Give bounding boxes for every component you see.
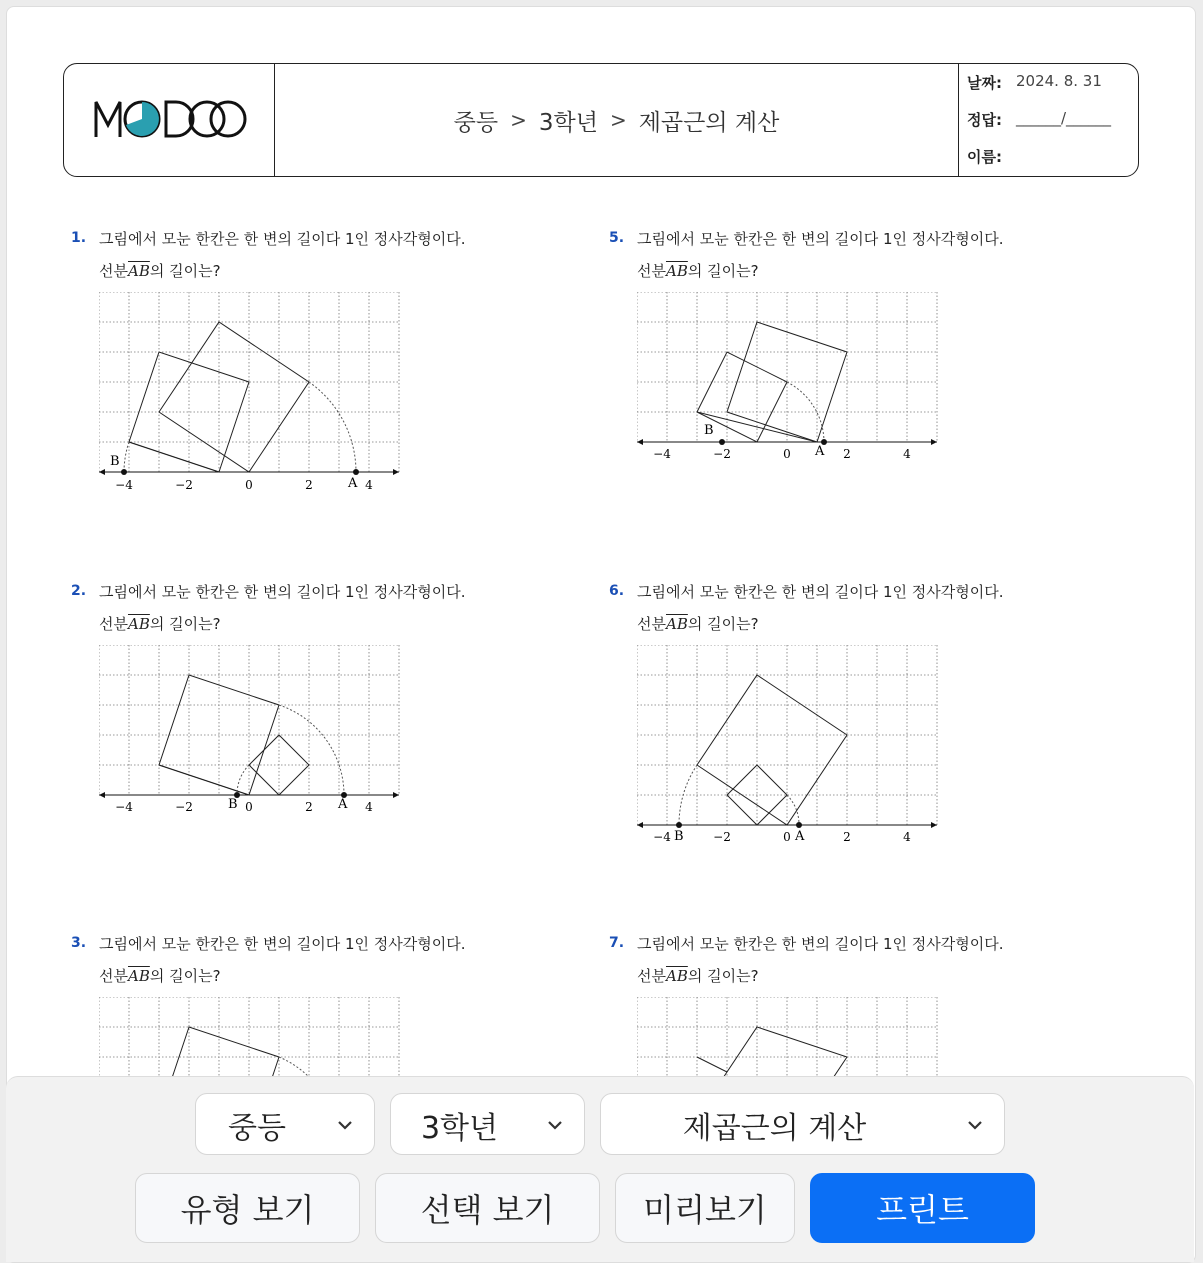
segment-ab: $\overline{AB}$ bbox=[665, 615, 688, 633]
breadcrumb bbox=[275, 64, 958, 176]
view-selected-button[interactable]: 선택 보기 bbox=[375, 1173, 600, 1243]
point-a-label: A bbox=[338, 797, 348, 812]
grade-select[interactable] bbox=[390, 1093, 585, 1155]
print-button[interactable]: 프린트 bbox=[810, 1173, 1035, 1243]
question-prefix: 선분 bbox=[637, 262, 666, 280]
problem-number: 2. bbox=[71, 583, 87, 599]
segment-ab: $\overline{AB}$ bbox=[665, 967, 688, 985]
point-b-label: B bbox=[110, 454, 120, 469]
answer-row bbox=[967, 109, 1112, 130]
tick-label: −4 bbox=[115, 800, 133, 814]
segment-ab: $\overline{AB}$ bbox=[127, 262, 150, 280]
question-suffix: 의 길이는? bbox=[149, 262, 221, 280]
tick-label: −2 bbox=[713, 830, 731, 844]
problem-number: 1. bbox=[71, 230, 87, 246]
point-a-label: A bbox=[795, 829, 805, 844]
problem-question bbox=[637, 260, 759, 281]
segment-ab: $\overline{AB}$ bbox=[665, 262, 688, 280]
breadcrumb-separator: > bbox=[510, 108, 527, 132]
tick-label: −4 bbox=[115, 478, 133, 492]
question-prefix: 선분 bbox=[637, 615, 666, 633]
logo-cell bbox=[64, 64, 275, 176]
question-prefix: 선분 bbox=[99, 967, 128, 985]
chevron-down-icon bbox=[334, 1114, 356, 1136]
unit-select[interactable] bbox=[600, 1093, 1005, 1155]
level-select[interactable] bbox=[195, 1093, 375, 1155]
problem-text: 그림에서 모눈 한칸은 한 변의 길이다 1인 정사각형이다. bbox=[637, 583, 1004, 601]
problem-text: 그림에서 모눈 한칸은 한 변의 길이다 1인 정사각형이다. bbox=[99, 935, 466, 953]
date-row bbox=[967, 72, 1102, 93]
point-b-label: B bbox=[228, 797, 238, 812]
problem-question bbox=[637, 965, 759, 986]
tick-label: 4 bbox=[365, 478, 373, 492]
name-label: 이름: bbox=[967, 148, 1002, 166]
tick-label: 4 bbox=[903, 447, 911, 461]
breadcrumb-grade: 3학년 bbox=[538, 109, 598, 136]
chevron-down-icon bbox=[544, 1114, 566, 1136]
tick-label: 2 bbox=[843, 830, 851, 844]
tick-label: 2 bbox=[305, 800, 313, 814]
worksheet bbox=[6, 6, 1196, 1263]
breadcrumb-level: 중등 bbox=[453, 109, 499, 136]
grid-figure-5 bbox=[637, 292, 947, 472]
problem-text: 그림에서 모눈 한칸은 한 변의 길이다 1인 정사각형이다. bbox=[637, 230, 1004, 248]
grade-select-value: 3학년 bbox=[420, 1111, 499, 1146]
answer-label: 정답: bbox=[967, 111, 1002, 129]
problem-number: 6. bbox=[609, 583, 625, 599]
question-suffix: 의 길이는? bbox=[687, 262, 759, 280]
problem-text: 그림에서 모눈 한칸은 한 변의 길이다 1인 정사각형이다. bbox=[637, 935, 1004, 953]
grid-figure-6 bbox=[637, 645, 947, 855]
problem-number: 5. bbox=[609, 230, 625, 246]
tick-label: −2 bbox=[175, 478, 193, 492]
level-select-value: 중등 bbox=[228, 1111, 286, 1146]
chevron-down-icon bbox=[964, 1114, 986, 1136]
preview-button[interactable]: 미리보기 bbox=[615, 1173, 795, 1243]
question-prefix: 선분 bbox=[637, 967, 666, 985]
tick-label: −2 bbox=[713, 447, 731, 461]
grid-figure-2 bbox=[99, 645, 409, 825]
point-b-label: B bbox=[674, 829, 684, 844]
grid-figure-7 bbox=[637, 997, 947, 1087]
point-b-label: B bbox=[704, 423, 714, 438]
date-label: 날짜: bbox=[967, 74, 1002, 92]
breadcrumb-separator: > bbox=[609, 108, 627, 132]
question-suffix: 의 길이는? bbox=[149, 967, 221, 985]
question-suffix: 의 길이는? bbox=[687, 967, 759, 985]
grid-figure-3 bbox=[99, 997, 409, 1087]
date-value: 2024. 8. 31 bbox=[1016, 72, 1102, 90]
question-prefix: 선분 bbox=[99, 262, 128, 280]
name-row bbox=[967, 146, 1002, 167]
tick-label: 4 bbox=[365, 800, 373, 814]
point-a-label: A bbox=[348, 476, 358, 491]
worksheet-header bbox=[63, 63, 1139, 177]
breadcrumb-unit: 제곱근의 계산 bbox=[638, 109, 780, 136]
view-types-button[interactable]: 유형 보기 bbox=[135, 1173, 360, 1243]
tick-label: −4 bbox=[653, 830, 671, 844]
question-suffix: 의 길이는? bbox=[149, 615, 221, 633]
tick-label: 4 bbox=[903, 830, 911, 844]
grid-figure-1 bbox=[99, 292, 409, 502]
answer-value: ______/______ bbox=[1016, 109, 1112, 127]
control-panel bbox=[6, 1076, 1194, 1262]
modoo-logo bbox=[94, 97, 250, 141]
point-a-label: A bbox=[815, 444, 825, 459]
problem-text: 그림에서 모눈 한칸은 한 변의 길이다 1인 정사각형이다. bbox=[99, 583, 466, 601]
problem-question bbox=[99, 613, 221, 634]
problem-question bbox=[99, 260, 221, 281]
problem-question bbox=[637, 613, 759, 634]
segment-ab: $\overline{AB}$ bbox=[127, 615, 150, 633]
meta-info bbox=[958, 64, 1139, 176]
problem-text: 그림에서 모눈 한칸은 한 변의 길이다 1인 정사각형이다. bbox=[99, 230, 466, 248]
tick-label: 0 bbox=[245, 800, 253, 814]
tick-label: −4 bbox=[653, 447, 671, 461]
tick-label: 0 bbox=[245, 478, 253, 492]
problem-number: 7. bbox=[609, 935, 625, 951]
question-prefix: 선분 bbox=[99, 615, 128, 633]
segment-ab: $\overline{AB}$ bbox=[127, 967, 150, 985]
unit-select-value: 제곱근의 계산 bbox=[682, 1111, 867, 1146]
tick-label: −2 bbox=[175, 800, 193, 814]
problem-question bbox=[99, 965, 221, 986]
tick-label: 2 bbox=[305, 478, 313, 492]
problem-number: 3. bbox=[71, 935, 87, 951]
question-suffix: 의 길이는? bbox=[687, 615, 759, 633]
tick-label: 0 bbox=[783, 447, 791, 461]
tick-label: 2 bbox=[843, 447, 851, 461]
tick-label: 0 bbox=[783, 830, 791, 844]
